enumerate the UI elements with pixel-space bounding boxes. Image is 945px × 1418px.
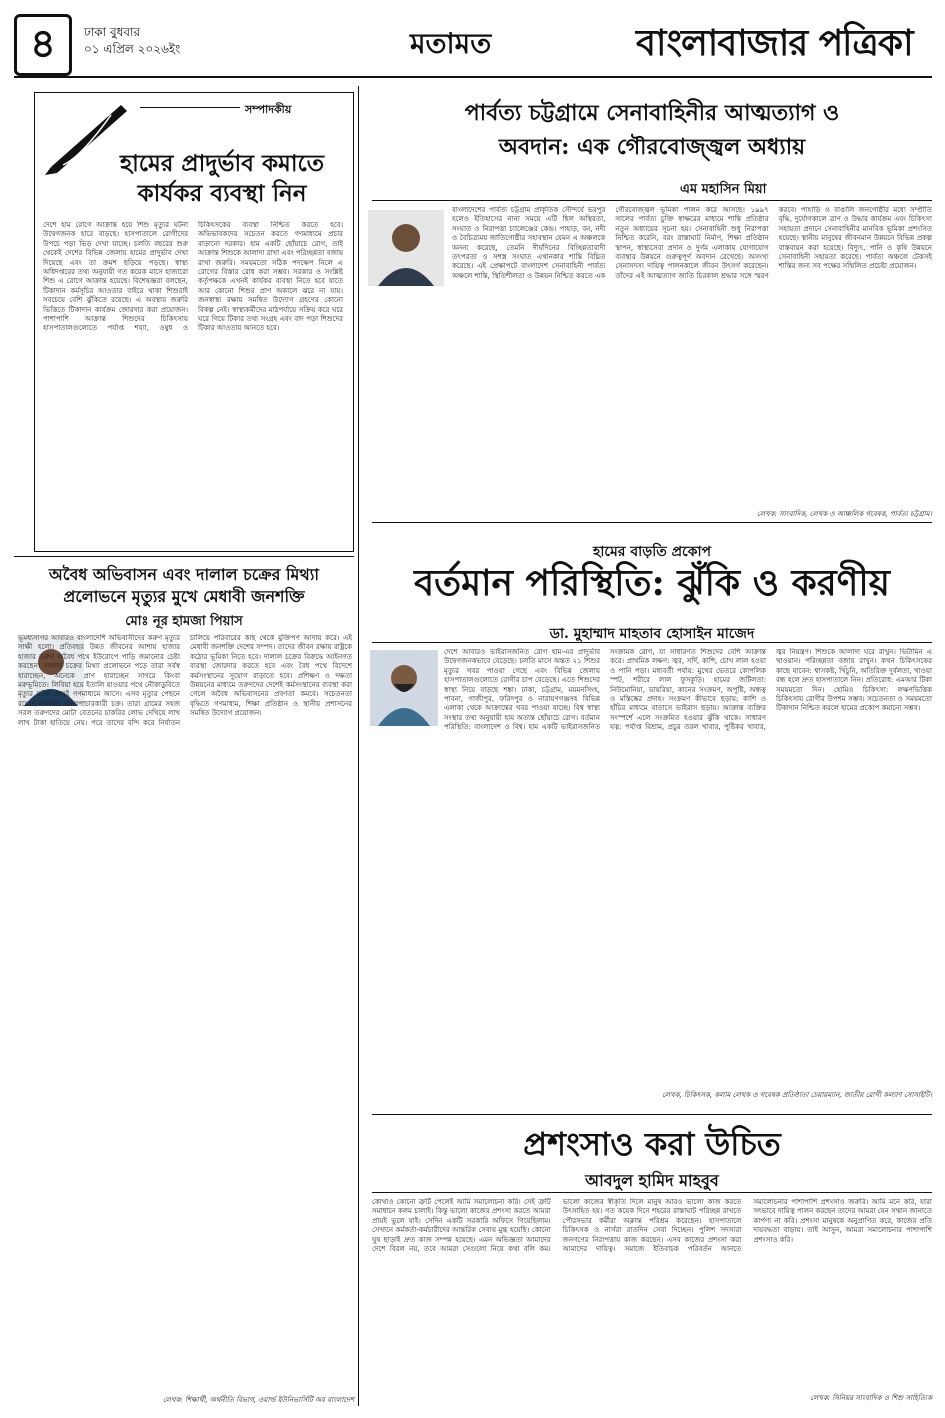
date-day: ঢাকা বুধবার — [84, 25, 141, 39]
article4-rule — [372, 1192, 932, 1193]
article2-body: দেশে আবারও ভাইরাসজনিত রোগ হাম-এর প্রাদুর্ভাব উদ্বেগজনকভাবে বেড়েছে। চলতি মাসে অন্তত ২১ শিশুর মৃত্যুর খবর পাওয়া গেছে এবং বিভিন্ন জেলায় হাসপাতালগুলোতে রোগীর চাপ বেড়েছে। এতে শিশুদের স্বাস্থ্য নিয়ে বাড়ছে শঙ্কা। ঢাকা, চট্টগ্রাম, ময়মনসিংহ, পাবনা, গাজীপুর, ফরিদপুর ও নারায়ণগঞ্জসহ বিভিন্ন এলাকা থেকে আক্রান্তের খবর পাওয়া যাচ্ছে। বিশ্ব স্বাস্থ্য সংস্থার তথ্য অনুযায়ী হাম অত্যন্ত ছোঁয়াচে রোগ। বর্তমান পরিস্থিতি: বাংলাদেশ ও বিশ্ব। হাম একটি ভাইরাসজনিত সংক্রামক রোগ, যা সাধারণত শিশুদের বেশি আক্রান্ত করে। প্রাথমিক লক্ষণ: জ্বর, সর্দি, কাশি, চোখ লাল হওয়া ও পানি পড়া। মধ্যবর্তী পর্যায়: মুখের ভেতরে কোপলিক স্পট, শরীরে লাল ফুসকুড়ি। হামের জটিলতা: নিউমোনিয়া, ডায়রিয়া, কানের সংক্রমণ, অপুষ্টি, অন্ধত্ব ও মস্তিষ্কের প্রদাহ। সংক্রমণ কীভাবে ছড়ায়: কাশি ও হাঁচির মাধ্যমে বাতাসে ভাইরাস ছড়ায়। আক্রান্ত ব্যক্তির সংস্পর্শে এলে সংক্রমিত হওয়ার ঝুঁকি থাকে। সাধারণ যত্ন: পর্যাপ্ত বিশ্রাম, প্রচুর তরল খাবার, পুষ্টিকর খাবার, জ্বর নিয়ন্ত্রণ। শিশুকে আলাদা ঘরে রাখুন। ভিটামিন এ খাওয়ান। পরিচ্ছন্নতা বজায় রাখুন। কখন চিকিৎসকের কাছে যাবেন: শ্বাসকষ্ট, খিঁচুনি, অতিরিক্ত দুর্বলতা, খাওয়া বন্ধ হলে দ্রুত হাসপাতালে নিন। প্রতিরোধ: এমআর টিকা সময়মতো দিন। হোমিও চিকিৎসা: লক্ষণভিত্তিক চিকিৎসায় রোগীর উপশম সম্ভব। সচেতনতা ও সময়মতো টিকাদান নিশ্চিত করলে হামের প্রকোপ কমানো সম্ভব। — [444, 648, 932, 732]
article1-title-line1: পার্বত্য চট্টগ্রামে সেনাবাহিনীর আত্মত্যাগ ও — [464, 100, 840, 126]
article4-byline: আবদুল হামিদ মাহবুব — [585, 1171, 719, 1190]
article3-headline — [14, 564, 354, 608]
editorial-box — [34, 92, 354, 552]
editorial-headline — [95, 149, 349, 209]
header-rule — [14, 76, 932, 78]
column-divider — [358, 86, 359, 1406]
article2-title: বর্তমান পরিস্থিতি: ঝুঁকি ও করণীয় — [414, 562, 890, 604]
date-block — [84, 24, 180, 58]
page-number: ৪ — [14, 14, 72, 76]
article4-title: প্রশংসাও করা উচিত — [523, 1125, 781, 1163]
editorial-title-line2: কার্যকর ব্যবস্থা নিন — [137, 180, 307, 207]
article1-rule — [372, 200, 932, 201]
editorial-label-rule — [140, 107, 240, 108]
masthead: বাংলাবাজার পত্রিকা — [636, 22, 913, 64]
article1-headline — [372, 96, 932, 164]
article1-credit: লেখক: সাংবাদিক, লেখক ও আঞ্চলিক গবেষক, পার্বত্য চট্টগ্রাম। — [756, 510, 932, 518]
article1-bottom-rule — [372, 522, 932, 523]
article1-byline: এম মহাসিন মিয়া — [680, 182, 767, 197]
article3-title-line2: প্রলোভনে মৃত্যুর মুখে মেধাবী জনশক্তি — [63, 587, 305, 606]
article2-credit: লেখক, চিকিৎসক, কলাম লেখক ও গবেষক প্রতিষ্ঠাতা চেয়ারম্যান, জাতীয় রোগী কল্যাণ সোসাইটি। — [661, 1091, 932, 1099]
article4-credit: লেখক: সিনিয়র সাংবাদিক ও শিশু সাহিত্যিক — [810, 1394, 932, 1402]
editorial-label: সম্পাদকীয় — [245, 103, 292, 116]
article3-credit: লেখক: শিক্ষার্থী, অর্থনীতি বিভাগ, ওয়ার্ল্ড ইউনিভার্সিটি অব বাংলাদেশ — [162, 1396, 354, 1404]
section-title: মতামত — [410, 27, 492, 60]
editorial-title-line1: হামের প্রাদুর্ভাব কমাতে — [120, 150, 324, 177]
editorial-body: দেশে হাম রোগে আক্রান্ত হয়ে শিশু মৃত্যুর ঘটনা উদ্বেগজনক হারে বাড়ছে। হাসপাতালে রোগীদের উপচে পড়া ভিড় দেখা যাচ্ছে। চলতি বছরের শুরু থেকেই দেশের বিভিন্ন জেলায় হামের প্রাদুর্ভাব দেখা দিয়েছে এবং তা ক্রমশ ছড়িয়ে পড়ছে। স্বাস্থ্য অধিদপ্তরের তথ্য অনুযায়ী গত কয়েক মাসে হাজারো শিশু এ রোগে আক্রান্ত হয়েছে। বিশেষজ্ঞরা বলছেন, টিকাদান কর্মসূচির আওতার বাইরে থাকা শিশুরাই সবচেয়ে বেশি ঝুঁকিতে রয়েছে। এ অবস্থায় জরুরি ভিত্তিতে টিকাদান কার্যক্রম জোরদার করা প্রয়োজন। পাশাপাশি আক্রান্ত শিশুদের চিকিৎসায় হাসপাতালগুলোতে পর্যাপ্ত শয্যা, ওষুধ ও চিকিৎসকের ব্যবস্থা নিশ্চিত করতে হবে। অভিভাবকদের সচেতন করতে গণমাধ্যমে প্রচার বাড়ানো দরকার। হাম একটি ছোঁয়াচে রোগ, তাই আক্রান্ত শিশুকে আলাদা রাখা এবং পরিচ্ছন্নতা বজায় রাখা জরুরি। সময়মতো সঠিক পদক্ষেপ নিলে এ রোগের বিস্তার রোধ করা সম্ভব। সরকার ও সংশ্লিষ্ট কর্তৃপক্ষকে এখনই কার্যকর ব্যবস্থা নিতে হবে যাতে আর কোনো শিশুর প্রাণ অকালে ঝরে না যায়। জনস্বাস্থ্য রক্ষায় সমন্বিত উদ্যোগ গ্রহণের কোনো বিকল্প নেই। স্বাস্থ্যকর্মীদের মাঠপর্যায়ে সক্রিয় করে ঘরে ঘরে গিয়ে টিকার তথ্য সংগ্রহ এবং বাদ পড়া শিশুদের টিকার আওতায় আনতে হবে। — [43, 221, 343, 333]
article3-title-line1: অবৈধ অভিবাসন এবং দালাল চক্রের মিথ্যা — [48, 565, 320, 584]
article2-rule — [372, 642, 932, 643]
article1-author-photo — [368, 210, 444, 286]
article3-byline: মোঃ নূর হামজা পিয়াস — [125, 614, 243, 629]
article1-body: বাংলাদেশের পার্বত্য চট্টগ্রাম প্রাকৃতিক সৌন্দর্যে ভরপুর হলেও ইতিহাসের নানা সময়ে এটি ছিল অস্থিরতা, সংঘাত ও নিরাপত্তা চ্যালেঞ্জের কেন্দ্র। পাহাড়, বন, নদী ও বৈচিত্র্যময় জাতিগোষ্ঠীর সহাবস্থান যেমন এ অঞ্চলকে অনন্য করেছে, তেমনি দীর্ঘদিনের বিচ্ছিন্নতাবাদী তৎপরতা ও সশস্ত্র সংঘাত এখানকার শান্তি বিঘ্নিত করেছে। এই প্রেক্ষাপটে বাংলাদেশ সেনাবাহিনী পার্বত্য অঞ্চলে শান্তি, স্থিতিশীলতা ও উন্নয়ন নিশ্চিত করতে এক গৌরবোজ্জ্বল ভূমিকা পালন করে আসছে। ১৯৯৭ সালের পার্বত্য চুক্তি স্বাক্ষরের মাধ্যমে শান্তি প্রতিষ্ঠার নতুন অধ্যায়ের সূচনা হয়। সেনাবাহিনী শুধু নিরাপত্তা নিশ্চিত করেনি, বরং রাস্তাঘাট নির্মাণ, শিক্ষা প্রতিষ্ঠান স্থাপন, স্বাস্থ্যসেবা প্রদান ও দুর্গম এলাকায় যোগাযোগ ব্যবস্থার উন্নয়নে গুরুত্বপূর্ণ অবদান রেখেছে। অসংখ্য সেনাসদস্য দায়িত্ব পালনকালে জীবন উৎসর্গ করেছেন। তাঁদের এই আত্মত্যাগ জাতি চিরকাল শ্রদ্ধার সঙ্গে স্মরণ করবে। পাহাড়ি ও বাঙালি জনগোষ্ঠীর মধ্যে সম্প্রীতি বৃদ্ধি, দুর্যোগকালে ত্রাণ ও উদ্ধার কার্যক্রম এবং চিকিৎসা সহায়তা প্রদানে সেনাবাহিনীর মানবিক ভূমিকা প্রশংসিত হয়েছে। স্থানীয় মানুষের জীবনমান উন্নয়নে বিভিন্ন প্রকল্প বাস্তবায়ন করা হয়েছে। বিদ্যুৎ, পানি ও কৃষি উন্নয়নে সেনাবাহিনী সহায়তা করেছে। পার্বত্য অঞ্চলে টেকসই শান্তির জন্য সব পক্ষের সম্মিলিত প্রচেষ্টা প্রয়োজন। — [452, 206, 932, 280]
article4-body: কোথাও কোনো ত্রুটি পেলেই আমি সমালোচনা করি। সেই ত্রুটি সমাধানে কলম চালাই। কিন্তু ভালো কাজের প্রশংসা করতে আমরা প্রায়ই ভুলে যাই। সেদিন একটি সরকারি অফিসে গিয়েছিলাম। সেখানে কর্মকর্তা-কর্মচারীদের আন্তরিক সেবায় মুগ্ধ হয়েছি। কোনো ঘুষ ছাড়াই দ্রুত কাজ সম্পন্ন হয়েছে। এমন অভিজ্ঞতা আমাদের দেশে বিরল নয়, তবে আমরা সেগুলো নিয়ে কথা বলি কম। ভালো কাজের স্বীকৃতি দিলে মানুষ আরও ভালো কাজ করতে উৎসাহিত হয়। গত কয়েক দিনে শহরের রাস্তাঘাট পরিচ্ছন্ন রাখতে পৌরসভার কর্মীরা অক্লান্ত পরিশ্রম করেছেন। হাসপাতালে চিকিৎসক ও নার্সরা রাতদিন সেবা দিচ্ছেন। পুলিশ সদস্যরা জনগণের নিরাপত্তায় কাজ করছেন। এসব কাজের প্রশংসা করা আমাদের দায়িত্ব। সমাজে ইতিবাচক পরিবর্তন আনতে সমালোচনার পাশাপাশি প্রশংসাও জরুরি। আমি মনে করি, যারা সৎভাবে দায়িত্ব পালন করছেন তাদের আমরা যেন সম্মান জানাতে কার্পণ্য না করি। প্রশংসা মানুষকে অনুপ্রাণিত করে, কাজের প্রতি দায়বদ্ধতা বাড়ায়। তাই আসুন, আমরা সমালোচনার পাশাপাশি প্রশংসাও করি। — [372, 1198, 932, 1254]
article4-top-rule — [372, 1114, 932, 1115]
article3-top-rule — [14, 556, 354, 557]
date-full: ০১ এপ্রিল ২০২৬ইং — [84, 42, 181, 56]
article2-kicker: হামের বাড়তি প্রকোপ — [592, 544, 712, 560]
article1-title-line2: অবদান: এক গৌরবোজ্জ্বল অধ্যায় — [498, 134, 806, 160]
article2-byline: ডা. মুহাম্মাদ মাহতাব হোসাইন মাজেদ — [549, 626, 755, 642]
article2-author-photo — [370, 650, 438, 726]
article3-body: ভূমধ্যসাগর আবারও বাংলাদেশি অভিবাসীদের করুণ মৃত্যুর সাক্ষী হলো। প্রতিবছর উন্নত জীবনের আশায় হাজার হাজার তরুণ অবৈধ পথে ইউরোপে পাড়ি জমানোর চেষ্টা করছেন। দালাল চক্রের মিথ্যা প্রলোভনে পড়ে তারা সর্বস্ব হারাচ্ছেন, অনেকে প্রাণ হারাচ্ছেন সাগরে কিংবা মরুভূমিতে। লিবিয়া হয়ে ইতালি যাওয়ার পথে নৌকাডুবিতে মৃত্যুর ঘটনা প্রায়ই গণমাধ্যমে আসে। এসব মৃত্যুর পেছনে রয়েছে সংঘবদ্ধ মানবপাচারকারী চক্র। তারা গ্রামের সহজ সরল তরুণদের মোটা বেতনের চাকরির লোভ দেখিয়ে লাখ লাখ টাকা হাতিয়ে নেয়। পরে তাদের বন্দি করে নির্যাতন চালিয়ে পরিবারের কাছ থেকে মুক্তিপণ আদায় করে। এই মেধাবী জনশক্তি দেশের সম্পদ। তাদের জীবন রক্ষায় রাষ্ট্রকে কঠোর ভূমিকা নিতে হবে। দালাল চক্রের বিরুদ্ধে আইনগত ব্যবস্থা জোরদার করতে হবে এবং বৈধ পথে বিদেশে কর্মসংস্থানের সুযোগ বাড়াতে হবে। প্রশিক্ষণ ও দক্ষতা উন্নয়নের মাধ্যমে তরুণদের দেশেই কর্মসংস্থানের ব্যবস্থা করা গেলে অবৈধ অভিবাসনের প্রবণতা কমবে। সচেতনতা বৃদ্ধিতে গণমাধ্যম, শিক্ষা প্রতিষ্ঠান ও স্থানীয় প্রশাসনের সমন্বিত উদ্যোগ প্রয়োজন। — [18, 634, 352, 727]
